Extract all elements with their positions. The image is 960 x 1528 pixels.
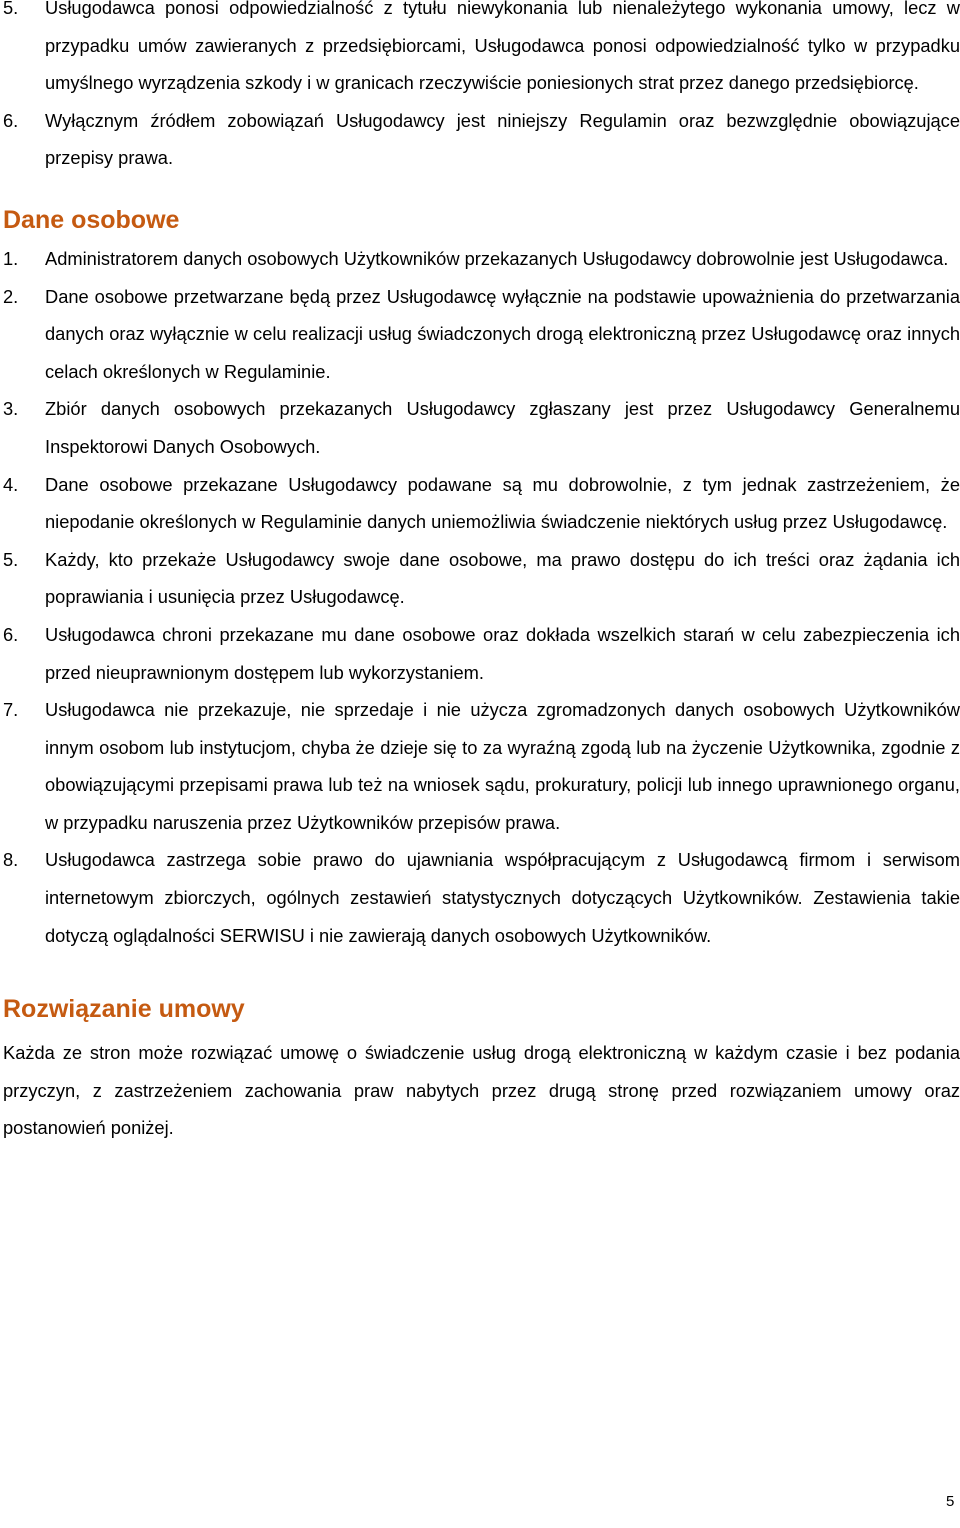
item-text: Usługodawca nie przekazuje, nie sprzedaje i nie użycza zgromadzonych danych osobowych Użytkowników innym osobom lub instytucjom, chyba że dzieje się to za wyraźną zgodą lub na życzenie Użytkownika, zgodnie z obowiązującymi przepisami prawa lub też na wniosek sądu, prokuratury, policji lub innego uprawnionego organu, w przypadku naruszenia przez Użytkowników przepisów prawa. (45, 699, 960, 833)
page-number: 5 (946, 1493, 955, 1510)
item-text: Wyłącznym źródłem zobowiązań Usługodawcy jest niniejszy Regulamin oraz bezwzględnie obowiązujące przepisy prawa. (45, 109, 960, 169)
list-item (0, 466, 960, 541)
list-item (0, 102, 960, 177)
item-number: 4. (3, 473, 19, 495)
liability-list (0, 0, 960, 177)
list-item (0, 841, 960, 954)
list-item (0, 390, 960, 465)
item-number: 6. (3, 623, 19, 645)
item-number: 6. (3, 109, 19, 131)
item-text: Dane osobowe przekazane Usługodawcy podawane są mu dobrowolnie, z tym jednak zastrzeżeniem, że niepodanie określonych w Regulaminie danych uniemożliwia świadczenie niektórych usług przez Usługodawcę. (45, 473, 960, 533)
item-number: 3. (3, 398, 19, 420)
item-text: Usługodawca zastrzega sobie prawo do ujawniania współpracującym z Usługodawcą firmom i serwisom internetowym zbiorczych, ogólnych zestawień statystycznych dotyczących Użytkowników. Zestawienia takie dotyczą oglądalności SERWISU i nie zawierają danych osobowych Użytkowników. (45, 849, 960, 946)
item-text: Usługodawca chroni przekazane mu dane osobowe oraz dokłada wszelkich starań w celu zabezpieczenia ich przed nieuprawnionym dostępem lub wykorzystaniem. (45, 623, 960, 683)
list-item (0, 691, 960, 841)
item-number: 8. (3, 849, 19, 871)
list-item (0, 0, 960, 102)
list-item (0, 616, 960, 691)
personal-data-list (0, 240, 960, 954)
termination-paragraph: Każda ze stron może rozwiązać umowę o świadczenie usług drogą elektroniczną w każdym czasie i bez podania przyczyn, z zastrzeżeniem zachowania praw nabytych przez drugą stronę przed rozwiązaniem umowy oraz postanowień poniżej. (3, 1042, 960, 1139)
item-number: 2. (3, 285, 19, 307)
item-text: Każdy, kto przekaże Usługodawcy swoje dane osobowe, ma prawo dostępu do ich treści oraz żądania ich poprawiania i usunięcia przez Usługodawcę. (45, 548, 960, 608)
section-heading-rozwiazanie-umowy: Rozwiązanie umowy (3, 995, 245, 1024)
item-text: Dane osobowe przetwarzane będą przez Usługodawcę wyłącznie na podstawie upoważnienia do przetwarzania danych oraz wyłącznie w celu realizacji usług świadczonych drogą elektroniczną przez Usługodawcę oraz innych celach określonych w Regulaminie. (45, 285, 960, 382)
section-heading-dane-osobowe: Dane osobowe (3, 205, 180, 234)
item-text: Usługodawca ponosi odpowiedzialność z tytułu niewykonania lub nienależytego wykonania umowy, lecz w przypadku umów zawieranych z przedsiębiorcami, Usługodawca ponosi odpowiedzialność tylko w przypadku umyślnego wyrządzenia szkody i w granicach rzeczywiście poniesionych strat przez danego przedsiębiorcę. (45, 0, 960, 94)
item-text: Zbiór danych osobowych przekazanych Usługodawcy zgłaszany jest przez Usługodawcy Generalnemu Inspektorowi Danych Osobowych. (45, 398, 960, 457)
item-number: 5. (3, 548, 19, 570)
list-item (0, 541, 960, 616)
item-number: 7. (3, 699, 19, 721)
item-number: 1. (3, 247, 19, 269)
list-item (0, 278, 960, 391)
item-text: Administratorem danych osobowych Użytkowników przekazanych Usługodawcy dobrowolnie jest Usługodawca. (45, 247, 949, 269)
item-number: 5. (3, 0, 19, 18)
list-item (0, 240, 960, 278)
